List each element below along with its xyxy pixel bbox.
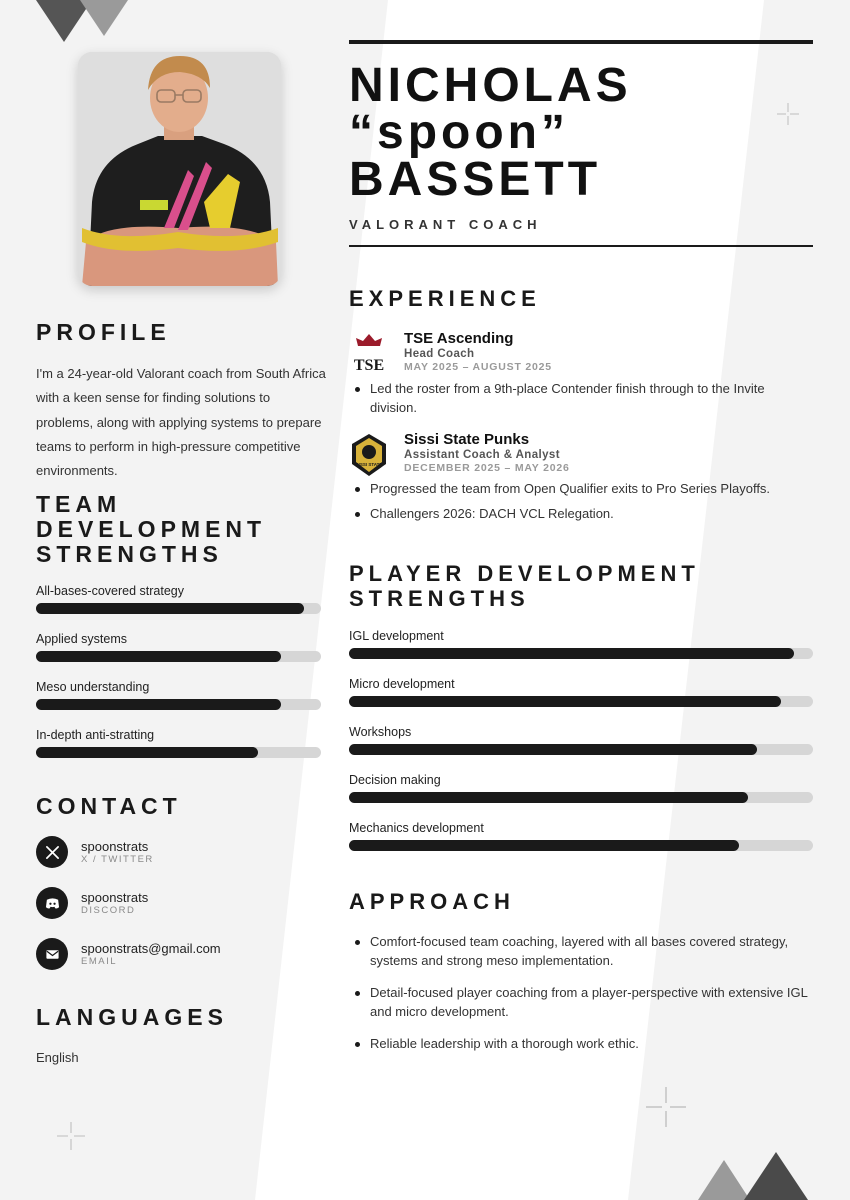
name-line: “spoon” bbox=[349, 106, 569, 159]
contact-list bbox=[36, 836, 321, 989]
contact-value[interactable]: spoonstrats bbox=[81, 890, 149, 905]
sparkle-decoration bbox=[776, 102, 800, 126]
contact-type: DISCORD bbox=[81, 905, 136, 916]
job-role: Assistant Coach & Analyst bbox=[404, 449, 560, 461]
profile-photo bbox=[78, 52, 281, 286]
bullet-dot bbox=[355, 512, 360, 517]
team-strengths-heading: TEAM DEVELOPMENT STRENGTHS bbox=[36, 491, 267, 567]
header-rule-top bbox=[349, 40, 813, 44]
bottom-triangles-decoration bbox=[698, 1150, 808, 1200]
skill-bar-item bbox=[349, 821, 813, 869]
skill-bar-item bbox=[36, 728, 321, 776]
sparkle-decoration bbox=[645, 1086, 687, 1128]
approach-list bbox=[349, 933, 813, 1068]
bullet-text: Progressed the team from Open Qualifier exits to Pro Series Playoffs. bbox=[370, 481, 771, 496]
skill-label: Decision making bbox=[349, 773, 441, 787]
contact-item-email[interactable] bbox=[36, 938, 321, 989]
name-line: NICHOLAS bbox=[349, 59, 632, 112]
contact-heading: CONTACT bbox=[36, 793, 182, 819]
bullet-dot bbox=[355, 940, 360, 945]
top-triangles-decoration bbox=[36, 0, 128, 44]
skill-track bbox=[349, 648, 813, 659]
skill-track bbox=[36, 699, 321, 710]
languages-heading: LANGUAGES bbox=[36, 1004, 228, 1030]
discord-icon bbox=[36, 887, 68, 919]
profile-heading: PROFILE bbox=[36, 319, 171, 345]
contact-type: X / TWITTER bbox=[81, 854, 154, 865]
experience-heading: EXPERIENCE bbox=[349, 286, 541, 311]
bullet-item bbox=[349, 505, 813, 524]
contact-type: EMAIL bbox=[81, 956, 118, 967]
job-title: VALORANT COACH bbox=[349, 217, 542, 232]
skill-bar-item bbox=[36, 632, 321, 680]
sissi-state-punks-logo bbox=[349, 433, 389, 477]
skill-fill bbox=[36, 603, 304, 614]
skill-track bbox=[36, 651, 321, 662]
skill-bar-item bbox=[36, 680, 321, 728]
logo-text: SISSI STATE bbox=[355, 462, 383, 467]
bullet-item bbox=[349, 1035, 813, 1054]
skill-label: Micro development bbox=[349, 677, 455, 691]
skill-fill bbox=[36, 699, 281, 710]
profile-photo-illustration bbox=[78, 52, 281, 286]
skill-label: In-depth anti-stratting bbox=[36, 728, 155, 742]
job-role: Head Coach bbox=[404, 348, 475, 360]
skill-label: Workshops bbox=[349, 725, 412, 739]
team-strengths-list bbox=[36, 584, 321, 776]
skill-track bbox=[349, 792, 813, 803]
skill-track bbox=[349, 696, 813, 707]
contact-item-twitter[interactable] bbox=[36, 836, 321, 887]
contact-item-discord[interactable] bbox=[36, 887, 321, 938]
experience-bullets bbox=[349, 380, 813, 423]
skill-fill bbox=[349, 648, 794, 659]
skill-track bbox=[36, 603, 321, 614]
player-strengths-heading: PLAYER DEVELOPMENT STRENGTHS bbox=[349, 561, 700, 611]
tse-logo bbox=[349, 332, 389, 376]
job-company: Sissi State Punks bbox=[404, 431, 530, 448]
experience-bullets bbox=[349, 480, 813, 529]
skill-label: Mechanics development bbox=[349, 821, 484, 835]
bullet-item bbox=[349, 480, 813, 499]
job-company: TSE Ascending bbox=[404, 330, 514, 347]
profile-text: I'm a 24-year-old Valorant coach from South Africa with a keen sense for finding solutions to problems, along with applying systems to prepare teams to perform in high-pressure competitive environments. bbox=[36, 366, 326, 479]
x-twitter-icon bbox=[36, 836, 68, 868]
bullet-dot bbox=[355, 991, 360, 996]
language-item: English bbox=[36, 1050, 79, 1065]
skill-fill bbox=[349, 696, 781, 707]
logo-text: TSE bbox=[353, 357, 385, 374]
skill-track bbox=[349, 840, 813, 851]
skill-label: IGL development bbox=[349, 629, 444, 643]
bullet-text: Detail-focused player coaching from a player-perspective with extensive IGL and micro development. bbox=[370, 985, 808, 1019]
contact-value[interactable]: spoonstrats bbox=[81, 839, 149, 854]
bullet-dot bbox=[355, 387, 360, 392]
bullet-text: Reliable leadership with a thorough work ethic. bbox=[370, 1036, 639, 1051]
sparkle-decoration bbox=[56, 1121, 86, 1151]
skill-bar-item bbox=[349, 629, 813, 677]
skill-fill bbox=[349, 792, 748, 803]
skill-fill bbox=[349, 840, 739, 851]
skill-bar-item bbox=[349, 773, 813, 821]
approach-heading: APPROACH bbox=[349, 889, 515, 914]
skill-track bbox=[36, 747, 321, 758]
skill-bar-item bbox=[36, 584, 321, 632]
skill-label: Applied systems bbox=[36, 632, 128, 646]
bullet-dot bbox=[355, 487, 360, 492]
person-name bbox=[349, 59, 632, 206]
bullet-text: Challengers 2026: DACH VCL Relegation. bbox=[370, 505, 614, 521]
header-rule-bottom bbox=[349, 245, 813, 247]
bullet-text: Comfort-focused team coaching, layered with all bases covered strategy, systems and strong meso implementation. bbox=[370, 934, 789, 968]
bullet-dot bbox=[355, 1042, 360, 1047]
skill-track bbox=[349, 744, 813, 755]
job-dates: MAY 2025 – AUGUST 2025 bbox=[404, 361, 552, 373]
name-line: BASSETT bbox=[349, 153, 602, 206]
skill-bar-item bbox=[349, 725, 813, 773]
job-dates: DECEMBER 2025 – MAY 2026 bbox=[404, 462, 570, 474]
skill-fill bbox=[36, 651, 281, 662]
bullet-text: Led the roster from a 9th-place Contender finish through to the Invite division. bbox=[370, 381, 765, 415]
player-strengths-list bbox=[349, 629, 813, 869]
bullet-item bbox=[349, 933, 813, 970]
skill-fill bbox=[349, 744, 757, 755]
bullet-item bbox=[349, 380, 813, 417]
skill-fill bbox=[36, 747, 258, 758]
bullet-item bbox=[349, 984, 813, 1021]
skill-label: Meso understanding bbox=[36, 680, 150, 694]
skill-bar-item bbox=[349, 677, 813, 725]
contact-value[interactable]: spoonstrats@gmail.com bbox=[81, 941, 221, 956]
email-icon bbox=[36, 938, 68, 970]
skill-label: All-bases-covered strategy bbox=[36, 584, 184, 598]
